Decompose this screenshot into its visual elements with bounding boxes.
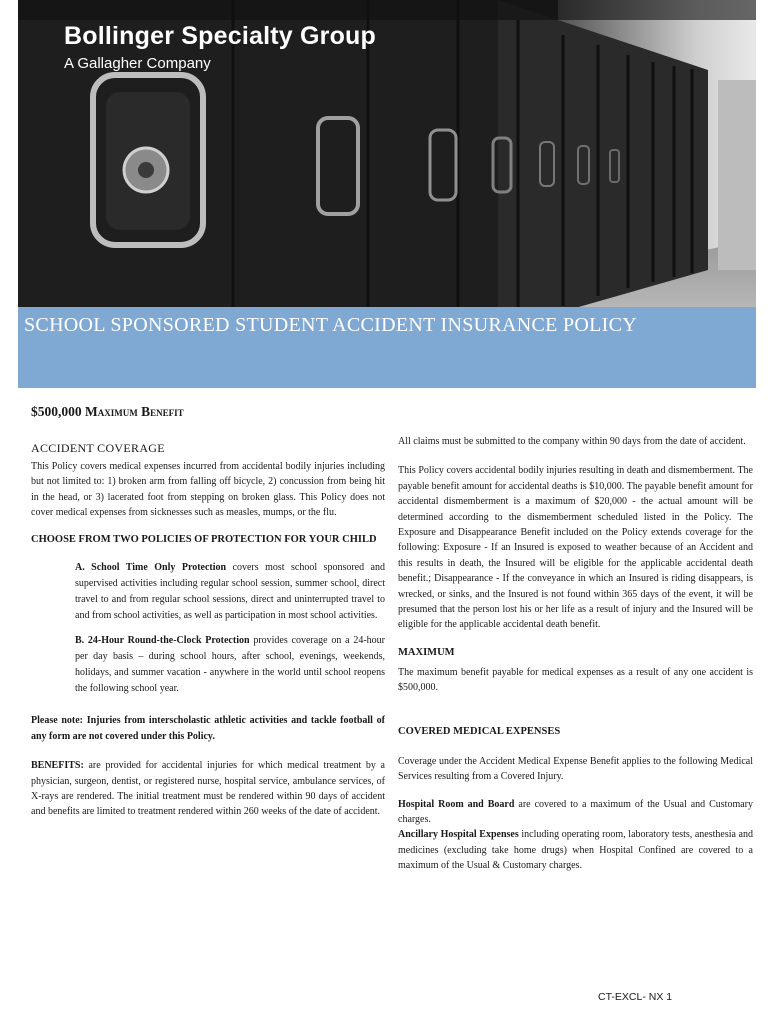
option-b-label: B. 24-Hour Round-the-Clock Protection [75,635,250,647]
benefits-paragraph [31,758,385,820]
choose-policies-heading: CHOOSE FROM TWO POLICIES OF PROTECTION FOR YOUR CHILD [31,534,377,546]
hospital-room-text: are covered to a maximum of the Usual and Customary charges. [398,798,754,825]
brand-name: Bollinger Specialty Group [64,22,376,50]
maximum-text: The maximum benefit payable for medical expenses as a result of any one accident is $500,000. [398,666,753,694]
note-text: Please note: Injuries from interscholastic athletic activities and tackle football of any form are not covered under this Policy. [31,715,385,742]
max-benefit-label: Maximum Benefit [85,404,184,419]
accident-coverage-heading: ACCIDENT COVERAGE [31,441,165,456]
claims-text: All claims must be submitted to the company within 90 days from the date of accident. [398,436,746,447]
death-dismemberment-text: This Policy covers accidental bodily injuries resulting in death and dismemberment. The payable benefit amount for accidental deaths is $10,000. The payable benefit amount for accidental dismemberment is a maximum of $20,000 - the actual amount will be determined according to the dismemberment scheduled listed in the Policy. The Exposure and Disappearance Benefit included on the Policy extends coverage for the following: Exposure - If an Insured is exposed to weather because of an Accident and this results in death, the Insured will be eligible for the applicable accidental death benefit.; Disappearance - If the conveyance in which an Insured is riding disappears, is wrecked, or sinks, and the Insured is not found within 365 days of the event, it will be presumed that the person lost his or her life as a result of injury and the Insured will be eligible for the applicable accidental death benefit. [398,465,753,631]
ancillary-paragraph [398,827,753,873]
left-column [31,404,385,820]
right-column [398,434,753,874]
document-title: SCHOOL SPONSORED STUDENT ACCIDENT INSURANCE POLICY [24,314,638,336]
option-a-paragraph [75,560,385,624]
hospital-room-paragraph [398,797,753,828]
max-benefit-amount: $500,000 [31,404,82,419]
form-code: CT-EXCL- NX 1 [598,991,673,1003]
accident-coverage-text: This Policy covers medical expenses incurred from accidental bodily injuries including but not limited to: 1) broken arm from falling off bicycle, 2) concussion from being hit in the head, or 3) lacerated foot from stepping on broken glass. This Policy does not cover medical expenses from sicknesses such as measles, mumps, or the flu. [31,460,385,519]
title-band [18,307,756,388]
option-a-text: covers most school sponsored and supervised activities including regular school session, summer school, direct travel to and from regular school sessions, direct and uninterrupted travel to and from school activities, as well as participation in most school activities. [75,562,385,622]
ancillary-label: Ancillary Hospital Expenses [398,829,519,841]
hospital-room-label: Hospital Room and Board [398,798,515,810]
max-benefit-heading [31,404,385,419]
brand-subtitle: A Gallagher Company [64,55,211,72]
benefits-label: BENEFITS: [31,760,84,772]
option-a-label: A. School Time Only Protection [75,562,227,574]
covered-expenses-heading: COVERED MEDICAL EXPENSES [398,725,561,737]
option-b-text: provides coverage on a 24-hour per day basis – during school hours, after school, evenings, weekends, holidays, and summer vacation - anywhere in the world until school reopens the following school year. [75,635,385,695]
ancillary-text: including operating room, laboratory tests, anesthesia and medicines (excluding take home drugs) when Hospital Confined are covered to a maximum of the Usual & Customary charges. [398,829,753,872]
covered-expenses-text: Coverage under the Accident Medical Expense Benefit applies to the following Medical Services resulting from a Covered Injury. [398,755,753,783]
maximum-heading: MAXIMUM [398,646,455,658]
option-b-paragraph [75,633,385,697]
benefits-text: are provided for accidental injuries for which medical treatment by a physician, surgeon, dentist, or registered nurse, hospital service, ambulance services, of X-rays are rendered. The initial treatment must be rendered within 90 days of accident and benefits are limited to treatment rendered within 260 weeks of the date of accident. [31,760,385,818]
